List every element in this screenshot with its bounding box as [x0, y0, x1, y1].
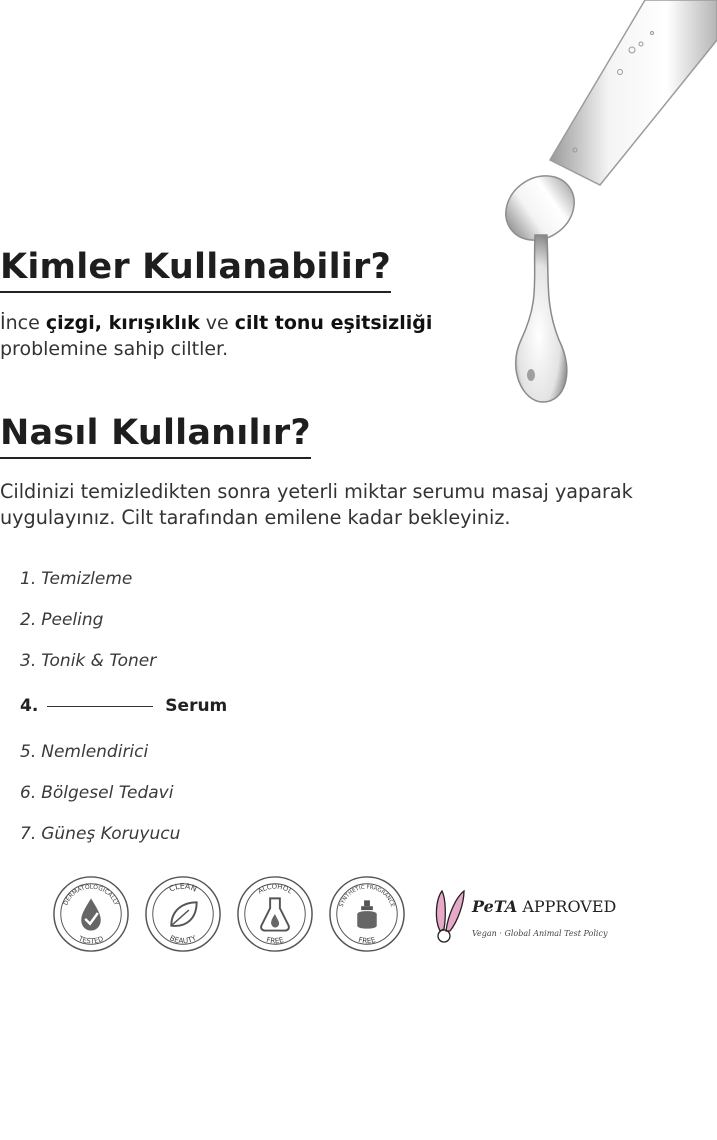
- flask-icon: [261, 898, 289, 930]
- section-title-who-can-use: Kimler Kullanabilir?: [0, 247, 391, 293]
- serum-dropper-image: [495, 0, 717, 410]
- svg-text:TESTED: TESTED: [77, 934, 105, 946]
- svg-text:FREE: FREE: [357, 935, 377, 946]
- synthetic-fragrance-free-badge: [328, 875, 406, 953]
- svg-text:BEAUTY: BEAUTY: [168, 933, 198, 946]
- svg-text:DERMATOLOGICALLY: DERMATOLOGICALLY: [62, 883, 120, 907]
- step-item: 6. Bölgesel Tedavi: [20, 782, 174, 803]
- svg-text:SYNTHETIC FRAGRANCE: SYNTHETIC FRAGRANCE: [338, 884, 396, 908]
- clean-beauty-badge: [144, 875, 222, 953]
- svg-text:CLEAN: CLEAN: [167, 881, 199, 894]
- step-item-current: 4. Serum: [20, 696, 228, 716]
- peta-approved-logo: [432, 885, 632, 945]
- step-indicator-line: [47, 706, 153, 707]
- routine-steps-list: [20, 558, 227, 854]
- certification-badges: [52, 875, 420, 953]
- section-title-how-to-use: Nasıl Kullanılır?: [0, 413, 311, 459]
- perfume-bottle-icon: [357, 900, 377, 928]
- peta-subtitle: Vegan · Global Animal Test Policy: [472, 929, 608, 938]
- dermatologically-tested-badge: [52, 875, 130, 953]
- step-item: 5. Nemlendirici: [20, 741, 149, 762]
- alcohol-free-badge: [236, 875, 314, 953]
- leaf-icon: [171, 902, 196, 926]
- how-to-use-text: Cildinizi temizledikten sonra yeterli miktar serumu masaj yaparak uygulayınız. Cilt tarafından emilene kadar bekleyiniz.: [0, 480, 633, 529]
- step-item: 1. Temizleme: [20, 568, 133, 589]
- svg-text:FREE: FREE: [265, 935, 285, 946]
- highlight-skin-tone: cilt tonu eşitsizliği: [234, 312, 433, 334]
- peta-approved-title: PeTA APPROVED: [472, 897, 617, 916]
- who-can-use-text: İnce çizgi, kırışıklık ve cilt tonu eşitsizliği problemine sahip ciltler.: [0, 312, 433, 360]
- step-item: 3. Tonik & Toner: [20, 650, 157, 671]
- step-item: 2. Peeling: [20, 609, 104, 630]
- step-item: 7. Güneş Koruyucu: [20, 823, 181, 844]
- bunny-ears-icon: [432, 885, 468, 945]
- highlight-wrinkles: çizgi, kırışıklık: [45, 312, 200, 334]
- dropper-check-icon: [81, 898, 101, 930]
- svg-text:ALCOHOL: ALCOHOL: [256, 882, 294, 896]
